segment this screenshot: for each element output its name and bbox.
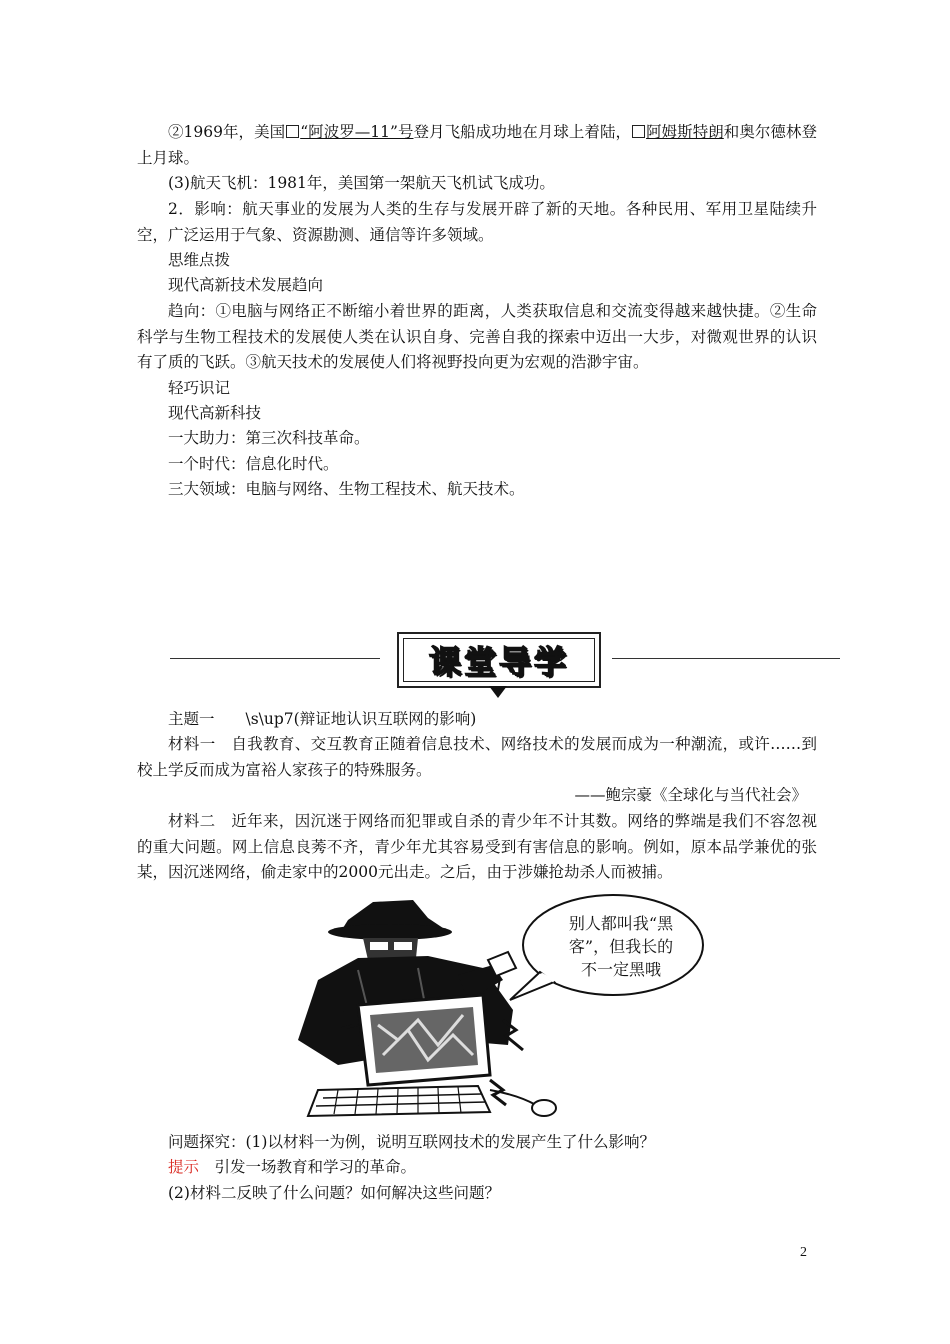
section-divider-right: [612, 658, 840, 659]
list-item-assist: 一大助力：第三次科技革命。: [168, 429, 370, 447]
underlined-armstrong: 阿姆斯特朗: [646, 123, 724, 141]
paragraph-influence: 2．影响：航天事业的发展为人类的生存与发展开辟了新的天地。各种民用、军用卫星陆续升空，广泛运用于气象、资源勘测、通信等许多领域。: [137, 200, 817, 244]
speech-bubble-line: 别人都叫我“黑: [568, 914, 674, 933]
heading-tech-trend: 现代高新技术发展趋向: [168, 276, 324, 294]
paragraph-space-shuttle: (3)航天飞机：1981年，美国第一架航天飞机试飞成功。: [168, 174, 555, 192]
section-banner-frame: [403, 638, 595, 682]
question-1: 问题探究：(1)以材料一为例，说明互联网技术的发展产生了什么影响？: [168, 1133, 655, 1151]
text-segment: ②1969年，美国: [168, 123, 286, 141]
list-item-era: 一个时代：信息化时代。: [168, 455, 339, 473]
heading-memory-tips: 轻巧识记: [168, 379, 231, 397]
paragraph-material-2: 材料二 近年来，因沉迷于网络而犯罪或自杀的青少年不计其数。网络的弊端是我们不容忽视的重大问题。网上信息良莠不齐，青少年尤其容易受到有害信息的影响。例如，原本品学兼优的张某，因沉迷网络，偷走家中的2000元出走。之后，由于涉嫌抢劫杀人而被捕。: [137, 812, 817, 881]
hint-label: 提示: [168, 1158, 200, 1176]
heading-modern-tech: 现代高新科技: [168, 404, 262, 422]
underlined-apollo: “阿波罗—11”号: [300, 123, 414, 141]
hint-answer: [137, 1155, 817, 1181]
speech-bubble-line: 客”，但我长的: [568, 937, 674, 956]
page-number: 2: [800, 1245, 807, 1260]
speech-bubble-line: 不一定黑哦: [580, 960, 661, 979]
section-banner: [397, 632, 601, 688]
text-segment: 和奥尔德林登上月球。: [137, 123, 817, 167]
paragraph-trends: 趋向：①电脑与网络正不断缩小着世界的距离，人类获取信息和交流变得越来越快捷。②生命科学与生物工程技术的发展使人类在认识自身、完善自我的探索中迈出一大步，对微观世界的认识有了质的飞跃。③航天技术的发展使人们将视野投向更为宏观的浩渺宇宙。: [137, 302, 817, 371]
paragraph-material-1: 材料一 自我教育、交互教育正随着信息技术、网络技术的发展而成为一种潮流，或许……到校上学反而成为富裕人家孩子的特殊服务。: [137, 735, 817, 779]
list-item-fields: 三大领域：电脑与网络、生物工程技术、航天技术。: [168, 480, 525, 498]
banner-pointer-icon: [489, 686, 507, 698]
checkbox-glyph-icon: [286, 125, 299, 138]
checkbox-glyph-icon: [632, 125, 645, 138]
topic-heading: 主题一 \s\up7(辩证地认识互联网的影响): [168, 710, 477, 728]
heading-thinking-tips: 思维点拨: [168, 251, 231, 269]
speech-bubble-text: [556, 912, 686, 981]
section-divider-left: [170, 658, 380, 659]
section-title: 课堂导学: [428, 643, 569, 681]
hint-text: 引发一场教育和学习的革命。: [199, 1158, 417, 1176]
text-segment: 登月飞船成功地在月球上着陆，: [413, 123, 632, 141]
paragraph-apollo: [137, 120, 817, 171]
citation: ——鲍宗豪《全球化与当代社会》: [574, 786, 807, 804]
question-2: (2)材料二反映了什么问题？如何解决这些问题？: [168, 1184, 500, 1202]
